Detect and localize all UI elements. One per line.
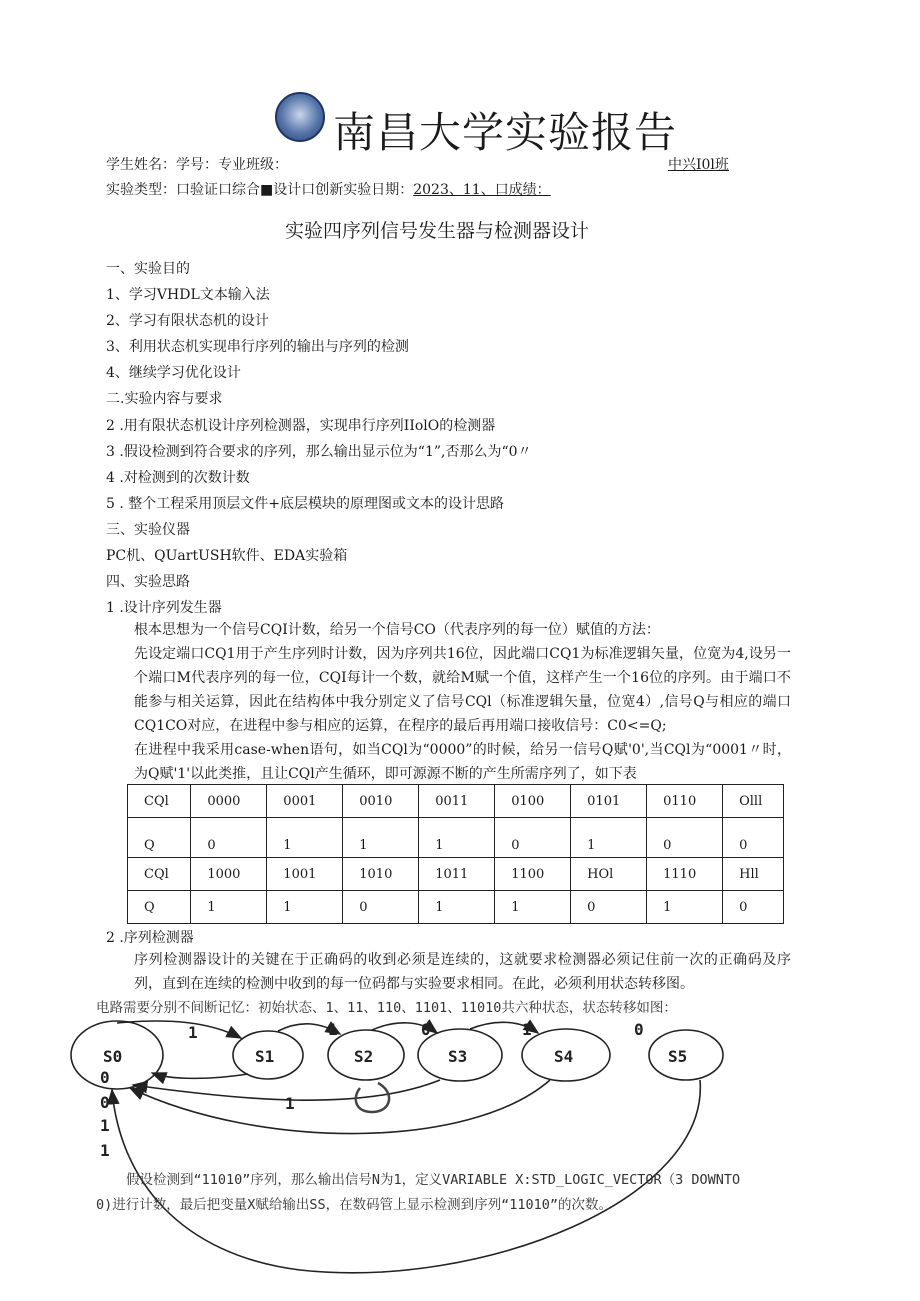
instrument-heading: 三、实验仪器	[106, 522, 190, 538]
transition-arrow	[152, 1073, 248, 1078]
table-cell: 0	[495, 818, 571, 858]
paragraph-text: 根本思想为一个信号CQI计数，给另一个信号CO（代表序列的每一位）赋值的方法：	[134, 622, 660, 638]
diagram-note: 0)进行计数，最后把变量X赋给输出SS，在数码管上显示检测到序列“11010”的次数。	[96, 1197, 613, 1213]
state-diagram	[0, 1015, 920, 1301]
transition-label: 0	[100, 1093, 110, 1112]
purpose-item: 4、继续学习优化设计	[106, 365, 241, 381]
table-row	[128, 785, 784, 818]
paragraph-text: 先设定端口CQ1用于产生序列时计数，因为序列共16位，因此端口CQ1为标准逻辑矢量，位宽为4,设另一个端口M代表序列的每一位，CQI每计一个数，就给M赋一个值，这样产生一个16位的序列。由于端口不能参与相关运算，因此在结构体中我分别定义了信号CQl（标准逻辑矢量，位宽4）,信号Q与相应的端口CQ1CO对应，在进程中参与相应的运算，在程序的最后再用端口接收信号：C0<=Q;	[134, 646, 791, 734]
table-cell: HOl	[571, 858, 647, 891]
paragraph	[106, 948, 791, 996]
transition-label: 1	[522, 1020, 532, 1039]
student-info-line: 学生姓名：学号：专业班级：	[106, 157, 288, 173]
transition-label: 1	[328, 1020, 338, 1039]
score-label: 口成绩：	[494, 182, 551, 198]
table-cell: Hll	[723, 858, 784, 891]
table-cell: Olll	[723, 785, 784, 818]
table-cell: 1	[267, 818, 343, 858]
table-cell: CQl	[128, 858, 191, 891]
table-cell: 0	[647, 818, 723, 858]
table-cell: 1100	[495, 858, 571, 891]
table-cell: 0000	[191, 785, 267, 818]
purpose-heading: 一、实验目的	[106, 261, 190, 277]
state-label: S5	[668, 1047, 688, 1066]
class-name: 中兴I0l班	[668, 157, 729, 173]
table-cell: 1	[495, 891, 571, 924]
idea-heading: 四、实验思路	[106, 574, 190, 590]
content-item: 3 .假设检测到符合要求的序列，那么输出显示位为“1”,否那么为“0〃	[106, 444, 532, 460]
table-cell: 1011	[419, 858, 495, 891]
table-row	[128, 858, 784, 891]
table-cell: CQl	[128, 785, 191, 818]
paragraph-text: 序列检测器设计的关键在于正确码的收到必须是连续的，这就要求检测器必须记住前一次的正确码及序列，直到在连续的检测中收到的每一位码都与实验要求相同。在此，必须利用状态转移图。	[134, 952, 791, 992]
purpose-item: 1、学习VHDL文本输入法	[106, 287, 270, 303]
table-cell: 0	[723, 891, 784, 924]
content-item: 5 . 整个工程采用顶层文件+底层模块的原理图或文本的设计思路	[106, 496, 504, 512]
diagram-caption: 电路需要分别不间断记忆：初始状态、1、11、110、1101、11010共六种状态，状态转移如图：	[96, 1000, 677, 1016]
transition-label: 1	[100, 1116, 110, 1135]
table-cell: Q	[128, 891, 191, 924]
table-row	[128, 818, 784, 858]
state-label: S3	[448, 1047, 468, 1066]
transition-label: 0	[634, 1020, 644, 1039]
table-cell: 1	[571, 818, 647, 858]
table-cell: 1	[647, 891, 723, 924]
table-cell: 0	[571, 891, 647, 924]
diagram-note: 假设检测到“11010”序列，那么输出信号N为1，定义VARIABLE X:STD_LOGIC_VECTOR（3 DOWNTO	[126, 1172, 741, 1188]
purpose-item: 3、利用状态机实现串行序列的输出与序列的检测	[106, 339, 409, 355]
purpose-item: 2、学习有限状态机的设计	[106, 313, 269, 329]
table-cell: 0	[343, 891, 419, 924]
table-cell: 1	[343, 818, 419, 858]
state-label: S0	[103, 1047, 123, 1066]
table-cell: 1000	[191, 858, 267, 891]
paragraph	[106, 618, 791, 642]
content-item: 4 .对检测到的次数计数	[106, 470, 250, 486]
table-row	[128, 891, 784, 924]
table-cell: 1	[267, 891, 343, 924]
sequence-table	[127, 784, 784, 924]
experiment-subtitle: 实验四序列信号发生器与检测器设计	[285, 220, 590, 242]
content-item: 2 .用有限状态机设计序列检测器，实现串行序列IIolO的检测器	[106, 418, 496, 434]
table-cell: 1	[191, 891, 267, 924]
state-label: S1	[255, 1047, 275, 1066]
paragraph-text: 在进程中我采用case-when语句，如当CQl为“0000”的时候，给另一信号Q赋'0',当CQl为“0001〃时，为Q赋'1'以此类推，且让CQl产生循环，即可源源不断的产生所需序列了，如下表	[134, 742, 791, 782]
table-cell: 1	[419, 818, 495, 858]
table-cell: 1	[419, 891, 495, 924]
transition-arrow	[130, 1080, 550, 1134]
table-cell: 0011	[419, 785, 495, 818]
table-cell: 0	[723, 818, 784, 858]
table-cell: 0010	[343, 785, 419, 818]
type-label: 实验类型：口验证口综合■设计口创新实验日期：	[106, 182, 414, 198]
table-cell: 1010	[343, 858, 419, 891]
report-title: 南昌大学实验报告	[333, 108, 678, 157]
state-label: S2	[354, 1047, 374, 1066]
table-cell: 0001	[267, 785, 343, 818]
table-cell: 0101	[571, 785, 647, 818]
table-cell: Q	[128, 818, 191, 858]
table-cell: 0	[191, 818, 267, 858]
experiment-type-line	[106, 179, 551, 199]
transition-label: 1	[100, 1141, 110, 1160]
paragraph	[106, 642, 791, 738]
table-cell: 0100	[495, 785, 571, 818]
university-logo	[275, 92, 325, 142]
transition-label: 0	[100, 1068, 110, 1087]
idea-sub-heading: 1 .设计序列发生器	[106, 600, 222, 616]
content-heading: 二.实验内容与要求	[106, 391, 223, 407]
idea-sub-heading: 2 .序列检测器	[106, 930, 194, 946]
table-cell: 1001	[267, 858, 343, 891]
table-cell: 0110	[647, 785, 723, 818]
paragraph	[106, 738, 791, 786]
table-cell: 1110	[647, 858, 723, 891]
experiment-date: 2023、11、	[413, 182, 495, 198]
transition-label: 1	[285, 1094, 295, 1113]
transition-label: 1	[188, 1023, 198, 1042]
state-label: S4	[554, 1047, 574, 1066]
transition-label: 0	[421, 1020, 431, 1039]
instrument-text: PC机、QUartUSH软件、EDA实验箱	[106, 548, 348, 564]
